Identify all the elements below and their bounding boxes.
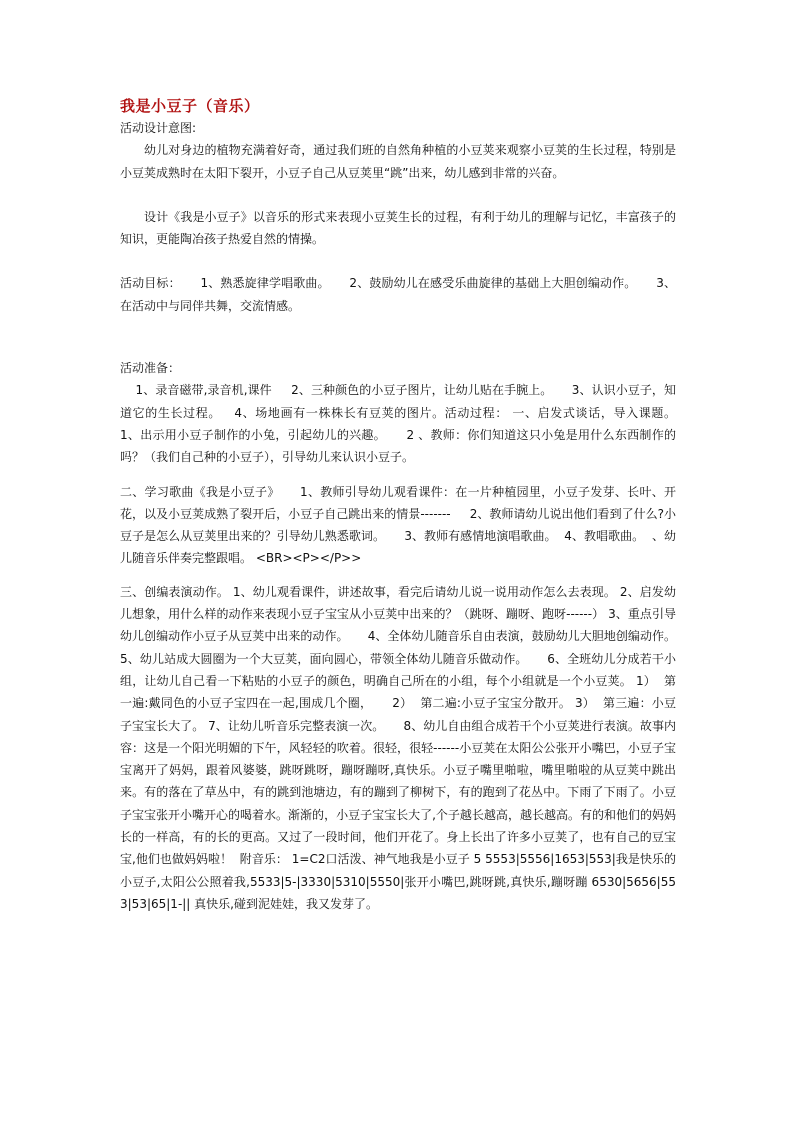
activity-goals: 活动目标： 1、熟悉旋律学唱歌曲。 2、鼓励幼儿在感受乐曲旋律的基础上大胆创编动作。 3、在活动中与同伴共舞，交流情感。 — [120, 276, 676, 313]
spacer — [120, 184, 676, 206]
spacer — [120, 570, 676, 581]
section-learn-song: 二、学习歌曲《我是小豆子》 1、教师引导幼儿观看课件：在一片种植园里，小豆子发芽、长叶、开花，以及小豆荚成熟了裂开后，小豆子自己跳出来的情景------- 2、教师请幼儿说出他们看到了什么?小豆子是怎么从豆荚里出来的？引导幼儿熟悉歌词。 3、教师有感情地演唱歌曲。 4、教唱歌曲。 、幼儿随音乐伴奏完整跟唱。 <BR><P></P>> — [120, 484, 676, 566]
spacer — [120, 317, 676, 357]
spacer — [120, 250, 676, 272]
design-heading: 活动设计意图: — [120, 121, 197, 135]
spacer — [120, 469, 676, 481]
prep-heading: 活动准备： — [120, 361, 181, 376]
document-page — [120, 96, 696, 915]
design-paragraph-1: 幼儿对身边的植物充满着好奇，通过我们班的自然角种植的小豆荚来观察小豆荚的生长过程，特别是小豆荚成熟时在太阳下裂开，小豆子自己从豆荚里“跳”出来，幼儿感到非常的兴奋。 — [120, 143, 676, 180]
document-title: 我是小豆子（音乐） — [120, 97, 260, 115]
section-create-actions: 三、创编表演动作。 1、幼儿观看课件，讲述故事，看完后请幼儿说一说用动作怎么去表现。 2、启发幼儿想象，用什么样的动作来表现小豆子宝宝从小豆荚中出来的？（跳呀、蹦呀、跑呀------） 3、重点引导幼儿创编动作小豆子从豆荚中出来的动作。 4、全体幼儿随音乐自由表演，鼓励幼儿大胆地创编动作。 5、幼儿站成大圆圈为一个大豆荚，面向圆心，带领全体幼儿随音乐做动作。 6、全班幼儿分成若干小组，让幼儿自己看一下粘贴的小豆子的颜色，明确自己所在的小组，每个小组就是一个小豆荚。 1） 第一遍:戴同色的小豆子宝四在一起,围成几个圈， 2） 第二遍:小豆子宝宝分散开。 3） 第三遍：小豆子宝宝长大了。 7、让幼儿听音乐完整表演一次。 8、幼儿自由组合成若干个小豆荚进行表演。故事内容：这是一个阳光明媚的下午，风轻轻的吹着。很轻，很轻------小豆荚在太阳公公张开小嘴巴，小豆子宝宝离开了妈妈，跟着风婆婆，跳呀跳呀，蹦呀蹦呀,真快乐。小豆子嘴里啪啦，嘴里啪啦的从豆荚中跳出来。有的落在了草丛中，有的跳到池塘边，有的蹦到了柳树下，有的跑到了花丛中。下雨了下雨了。小豆子宝宝张开小嘴开心的喝着水。渐渐的，小豆子宝宝长大了,个子越长越高，越长越高。有的和他们的妈妈长的一样高，有的长的更高。又过了一段时间，他们开花了。身上长出了许多小豆荚了，也有自己的豆宝宝,他们也做妈妈啦！ 附音乐： 1=C2口活泼、神气地我是小豆子 5 5553|5556|1653|553|我是快乐的小豆子,太阳公公照着我,5533|5-|3330|5310|5550|张开小嘴巴,跳呀跳,真快乐,蹦呀蹦 6530|5656|553|53|65|1-|| 真快乐,碰到泥娃娃，我又发芽了。 — [120, 584, 680, 911]
design-paragraph-2: 设计《我是小豆子》以音乐的形式来表现小豆荚生长的过程，有利于幼儿的理解与记忆，丰富孩子的知识，更能陶冶孩子热爱自然的情操。 — [120, 209, 676, 247]
prep-and-process: 1、录音磁带,录音机,课件 2、三种颜色的小豆子图片，让幼儿贴在手腕上。 3、认识小豆子，知道它的生长过程。 4、场地画有一株株长有豆荚的图片。活动过程： 一、启发式谈话，导入课题。 1、出示用小豆子制作的小兔，引起幼儿的兴趣。 2 、教师：你们知道这只小兔是用什么东西制作的吗？（我们自己种的小豆子），引导幼儿来认识小豆子。 — [120, 383, 696, 465]
